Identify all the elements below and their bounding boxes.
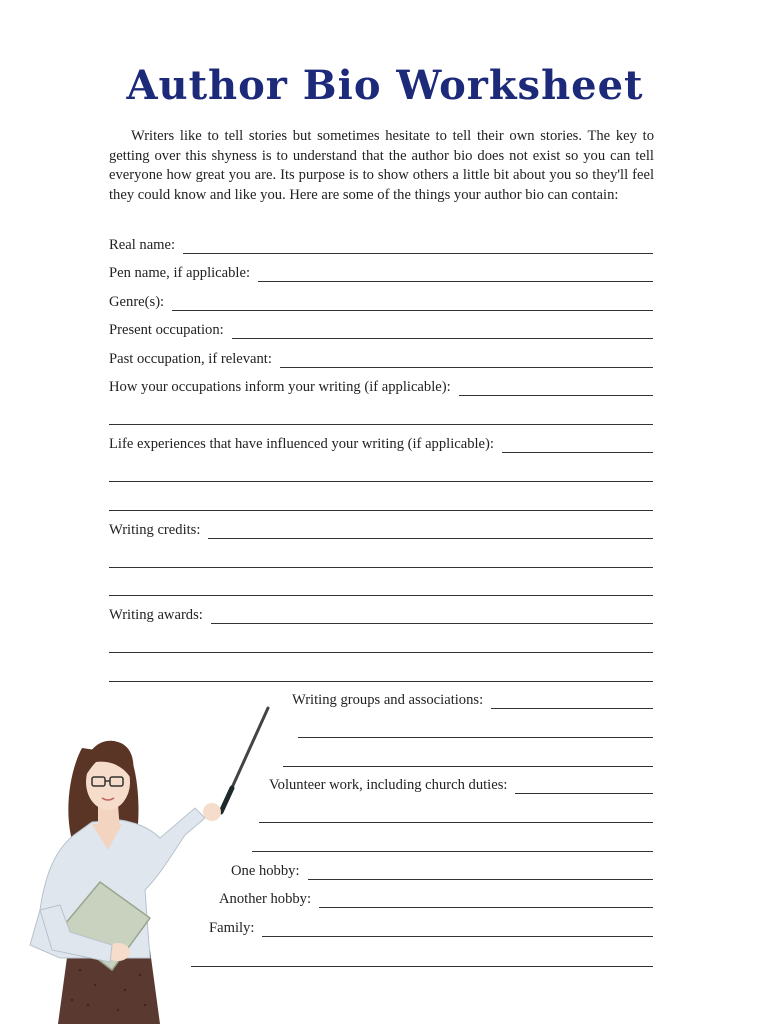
writing-awards-label: Writing awards: bbox=[109, 607, 203, 623]
occupations-inform-field[interactable] bbox=[459, 380, 653, 396]
writing-credits-field[interactable] bbox=[208, 523, 653, 539]
life-experiences-field[interactable] bbox=[502, 437, 653, 453]
past-occupation-field[interactable] bbox=[280, 352, 653, 368]
writing-awards-field-2[interactable] bbox=[109, 637, 653, 653]
volunteer-work-row bbox=[269, 772, 653, 794]
volunteer-work-field-2[interactable] bbox=[259, 807, 653, 823]
present-occupation-row bbox=[109, 317, 653, 339]
life-experiences-extra-line-1 bbox=[109, 460, 653, 482]
occupations-inform-row bbox=[109, 374, 653, 396]
life-experiences-field-3[interactable] bbox=[109, 495, 653, 511]
writing-awards-row bbox=[109, 602, 653, 624]
real-name-field[interactable] bbox=[183, 238, 653, 254]
life-experiences-label: Life experiences that have influenced your writing (if applicable): bbox=[109, 436, 494, 452]
one-hobby-field[interactable] bbox=[308, 864, 653, 880]
volunteer-work-field-3[interactable] bbox=[252, 836, 653, 852]
genres-label: Genre(s): bbox=[109, 294, 165, 310]
occupations-inform-label: How your occupations inform your writing (if applicable): bbox=[109, 379, 451, 395]
family-field[interactable] bbox=[262, 921, 653, 937]
writing-credits-field-3[interactable] bbox=[109, 580, 653, 596]
one-hobby-row bbox=[231, 858, 653, 880]
writing-credits-row bbox=[109, 517, 653, 539]
past-occupation-row bbox=[109, 346, 653, 368]
real-name-label: Real name: bbox=[109, 237, 176, 253]
another-hobby-label: Another hobby: bbox=[219, 891, 312, 907]
writing-groups-field-3[interactable] bbox=[283, 751, 653, 767]
pen-name-row bbox=[109, 260, 653, 282]
writing-groups-extra-line-1 bbox=[298, 716, 653, 738]
volunteer-work-label: Volunteer work, including church duties: bbox=[269, 777, 508, 793]
life-experiences-row bbox=[109, 431, 653, 453]
occupations-inform-field-2[interactable] bbox=[109, 409, 653, 425]
life-experiences-extra-line-2 bbox=[109, 489, 653, 511]
writing-groups-field-2[interactable] bbox=[298, 722, 653, 738]
genres-row bbox=[109, 289, 653, 311]
occupations-inform-extra-line bbox=[109, 403, 653, 425]
volunteer-work-field[interactable] bbox=[515, 778, 653, 794]
writing-groups-row bbox=[292, 687, 653, 709]
pen-name-field[interactable] bbox=[258, 266, 653, 282]
intro-paragraph: Writers like to tell stories but sometimes hesitate to tell their own stories. The key to getting over this shyness is to understand that the author bio does not exist so you can tell everyone how great you are. Its purpose is to show others a little bit about you so they'll feel they could know and like you. Here are some of the things your author bio can contain: bbox=[109, 128, 654, 203]
family-label: Family: bbox=[209, 920, 255, 936]
present-occupation-field[interactable] bbox=[232, 323, 653, 339]
another-hobby-row bbox=[219, 886, 653, 908]
past-occupation-label: Past occupation, if relevant: bbox=[109, 351, 272, 367]
volunteer-work-extra-line-1 bbox=[259, 801, 653, 823]
teacher-illustration bbox=[0, 700, 280, 1024]
one-hobby-label: One hobby: bbox=[231, 863, 300, 879]
writing-credits-extra-line-1 bbox=[109, 546, 653, 568]
writing-credits-label: Writing credits: bbox=[109, 522, 201, 538]
volunteer-work-extra-line-2 bbox=[252, 830, 653, 852]
writing-groups-field[interactable] bbox=[491, 693, 653, 709]
present-occupation-label: Present occupation: bbox=[109, 322, 224, 338]
writing-awards-extra-line-2 bbox=[109, 660, 653, 682]
writing-credits-field-2[interactable] bbox=[109, 552, 653, 568]
real-name-row bbox=[109, 232, 653, 254]
writing-groups-extra-line-2 bbox=[283, 745, 653, 767]
page-title: Author Bio Worksheet bbox=[126, 62, 644, 109]
genres-field[interactable] bbox=[172, 295, 653, 311]
writing-groups-label: Writing groups and associations: bbox=[292, 692, 484, 708]
pen-name-label: Pen name, if applicable: bbox=[109, 265, 251, 281]
another-hobby-field[interactable] bbox=[319, 892, 653, 908]
writing-awards-extra-line-1 bbox=[109, 631, 653, 653]
writing-awards-field-3[interactable] bbox=[109, 666, 653, 682]
writing-credits-extra-line-2 bbox=[109, 574, 653, 596]
writing-awards-field[interactable] bbox=[211, 608, 653, 624]
life-experiences-field-2[interactable] bbox=[109, 466, 653, 482]
